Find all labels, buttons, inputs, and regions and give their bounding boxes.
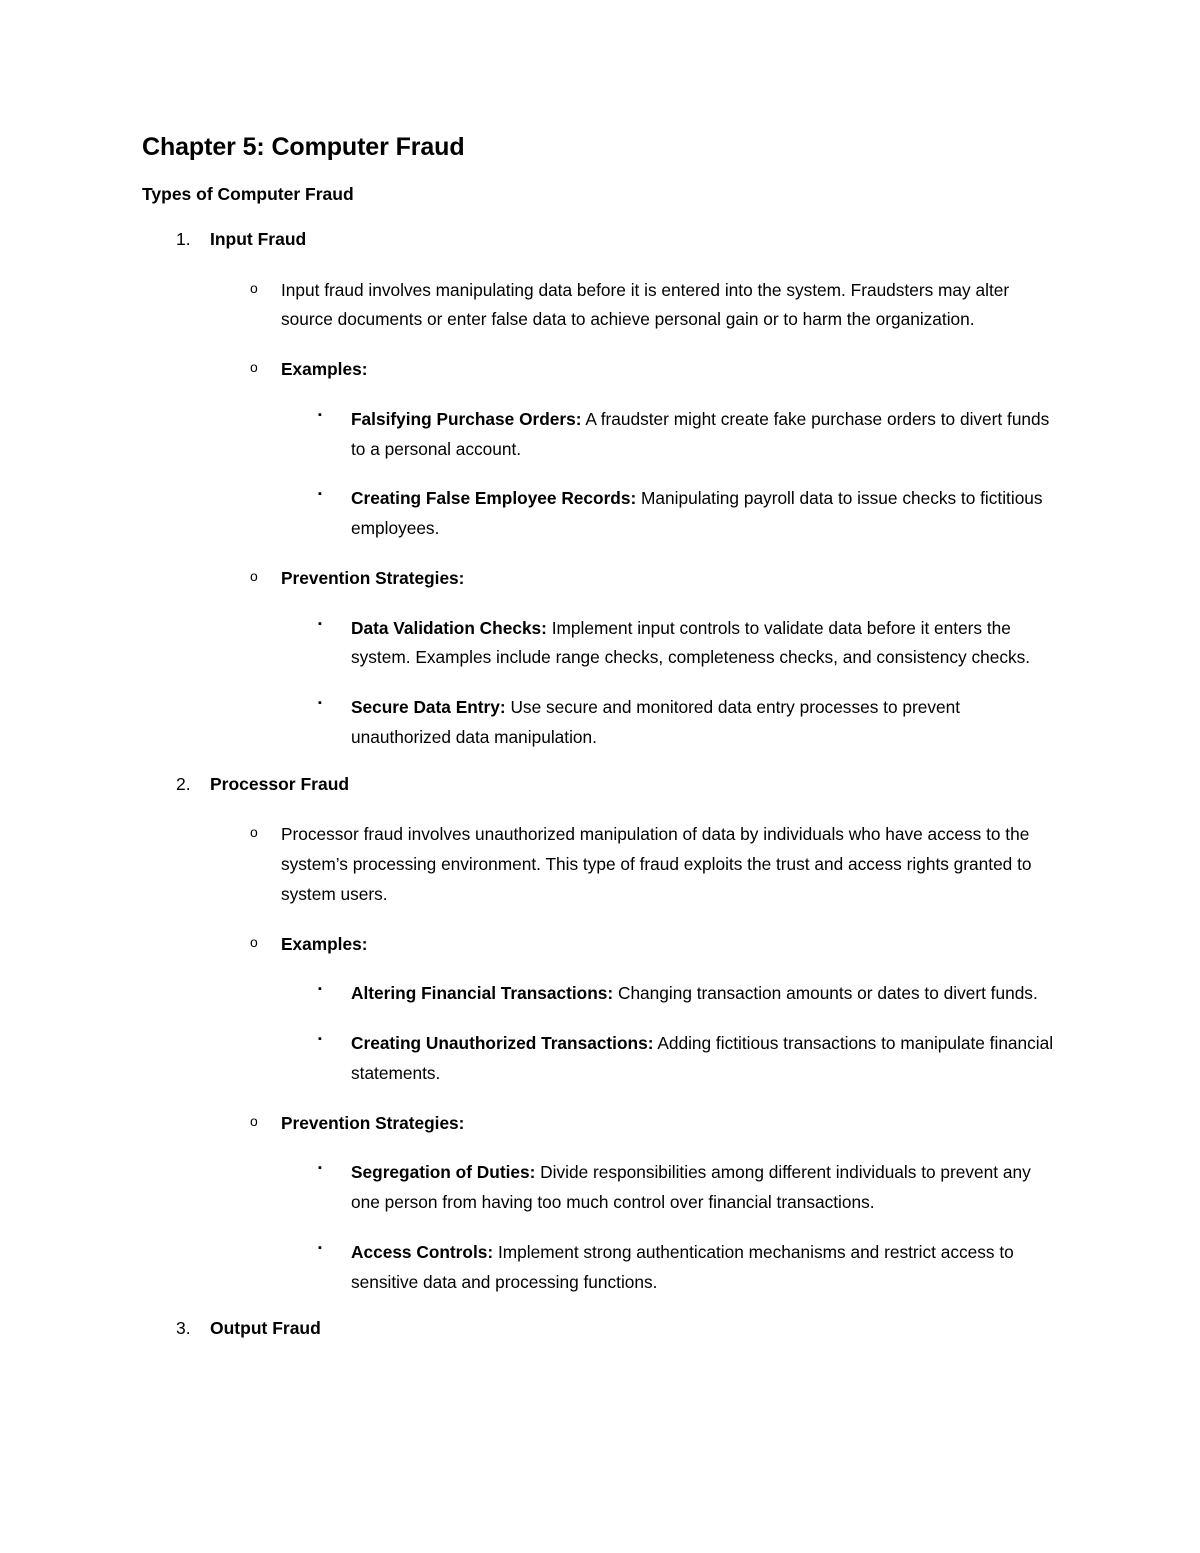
section-heading: Types of Computer Fraud [142,184,354,205]
list-marker-number: 2. [176,773,191,794]
list-marker-square: ▪ [318,1241,322,1254]
sub-list-item [142,355,1062,385]
page-title: Chapter 5: Computer Fraud [142,133,465,161]
numbered-list-item-label: Input Fraud [210,229,307,249]
sub-sub-list-item [142,614,1062,674]
sub-sub-list-item [142,693,1062,753]
sub-sub-list-item-lead: Falsifying Purchase Orders: [351,408,582,429]
sub-sub-list-item-text: A fraudster might create fake purchase orders to divert funds to a personal account. [351,408,1050,459]
list-marker-square: ▪ [318,488,322,501]
sub-list-item [142,564,1062,594]
sub-sub-list-item-lead: Segregation of Duties: [351,1162,536,1183]
sub-sub-list-item-text: Changing transaction amounts or dates to divert funds. [613,983,1038,1004]
list-marker-square: ▪ [318,983,322,996]
sub-sub-list-item-lead: Data Validation Checks: [351,617,547,638]
sub-sub-list-item-lead: Creating Unauthorized Transactions: [351,1033,654,1053]
list-marker-circle: o [250,567,258,584]
sub-sub-list-item [142,405,1062,465]
sub-list-item-lead: Prevention Strategies: [281,567,465,588]
sub-sub-list-item [142,1029,1062,1089]
sub-sub-list-item-lead: Altering Financial Transactions: [351,983,614,1004]
sub-list-item-text: Input fraud involves manipulating data before it is entered into the system. Fraudsters may alter source documents or enter false data to achieve personal gain or to harm the organization. [281,279,1010,330]
numbered-list-item [142,228,1062,252]
list-marker-square: ▪ [318,617,322,630]
list-marker-circle: o [250,933,258,950]
sub-sub-list-item [142,484,1062,544]
sub-list-item-text: Processor fraud involves unauthorized manipulation of data by individuals who have access to the system’s processing environment. This type of fraud exploits the trust and access rights granted to system users. [281,824,1032,904]
sub-list-item [142,930,1062,960]
sub-sub-list-item-lead: Access Controls: [351,1241,494,1262]
sub-list-item [142,1109,1062,1139]
list-marker-square: ▪ [318,408,322,421]
sub-sub-list-item-text: Adding fictitious transactions to manipulate financial statements. [351,1033,1054,1083]
list-marker-circle: o [250,359,258,376]
numbered-list-item [142,1317,1062,1341]
list-marker-square: ▪ [318,1033,322,1045]
sub-sub-list-item-lead: Secure Data Entry: [351,697,506,718]
list-marker-number: 1. [176,229,191,249]
sub-sub-list-item-text: Use secure and monitored data entry processes to prevent unauthorized data manipulation. [351,697,960,747]
list-item-group [142,773,1062,1298]
sub-list-item-lead: Examples: [281,933,368,954]
sub-list-item [142,276,1062,336]
sub-list-item-lead: Examples: [281,359,368,380]
sub-sub-list-item-lead: Creating False Employee Records: [351,488,637,509]
list-item-group [142,228,1062,753]
list-marker-square: ▪ [318,1162,322,1175]
sub-sub-list-item [142,1238,1062,1298]
list-marker-circle: o [250,1112,258,1129]
list-marker-circle: o [250,279,258,296]
sub-sub-list-item-text: Implement strong authentication mechanisms and restrict access to sensitive data and processing functions. [351,1241,1014,1292]
list-marker-number: 3. [176,1318,191,1339]
list-item-group [142,1317,1062,1341]
sub-sub-list-item-text: Divide responsibilities among different individuals to prevent any one person from having too much control over financial transactions. [351,1162,1031,1212]
document-body [142,132,1062,1365]
sub-sub-list-item [142,979,1062,1009]
sub-list-item [142,820,1062,909]
numbered-list-item-label: Processor Fraud [210,773,350,794]
numbered-list-item-label: Output Fraud [210,1318,321,1339]
list-marker-square: ▪ [318,697,322,710]
sub-sub-list-item-text: Manipulating payroll data to issue checks to fictitious employees. [351,488,1043,539]
list-marker-circle: o [250,824,258,841]
numbered-list-item [142,773,1062,797]
sub-sub-list-item-text: Implement input controls to validate data before it enters the system. Examples include range checks, completeness checks, and consistency checks. [351,617,1031,668]
sub-sub-list-item [142,1158,1062,1218]
sub-list-item-lead: Prevention Strategies: [281,1112,465,1133]
